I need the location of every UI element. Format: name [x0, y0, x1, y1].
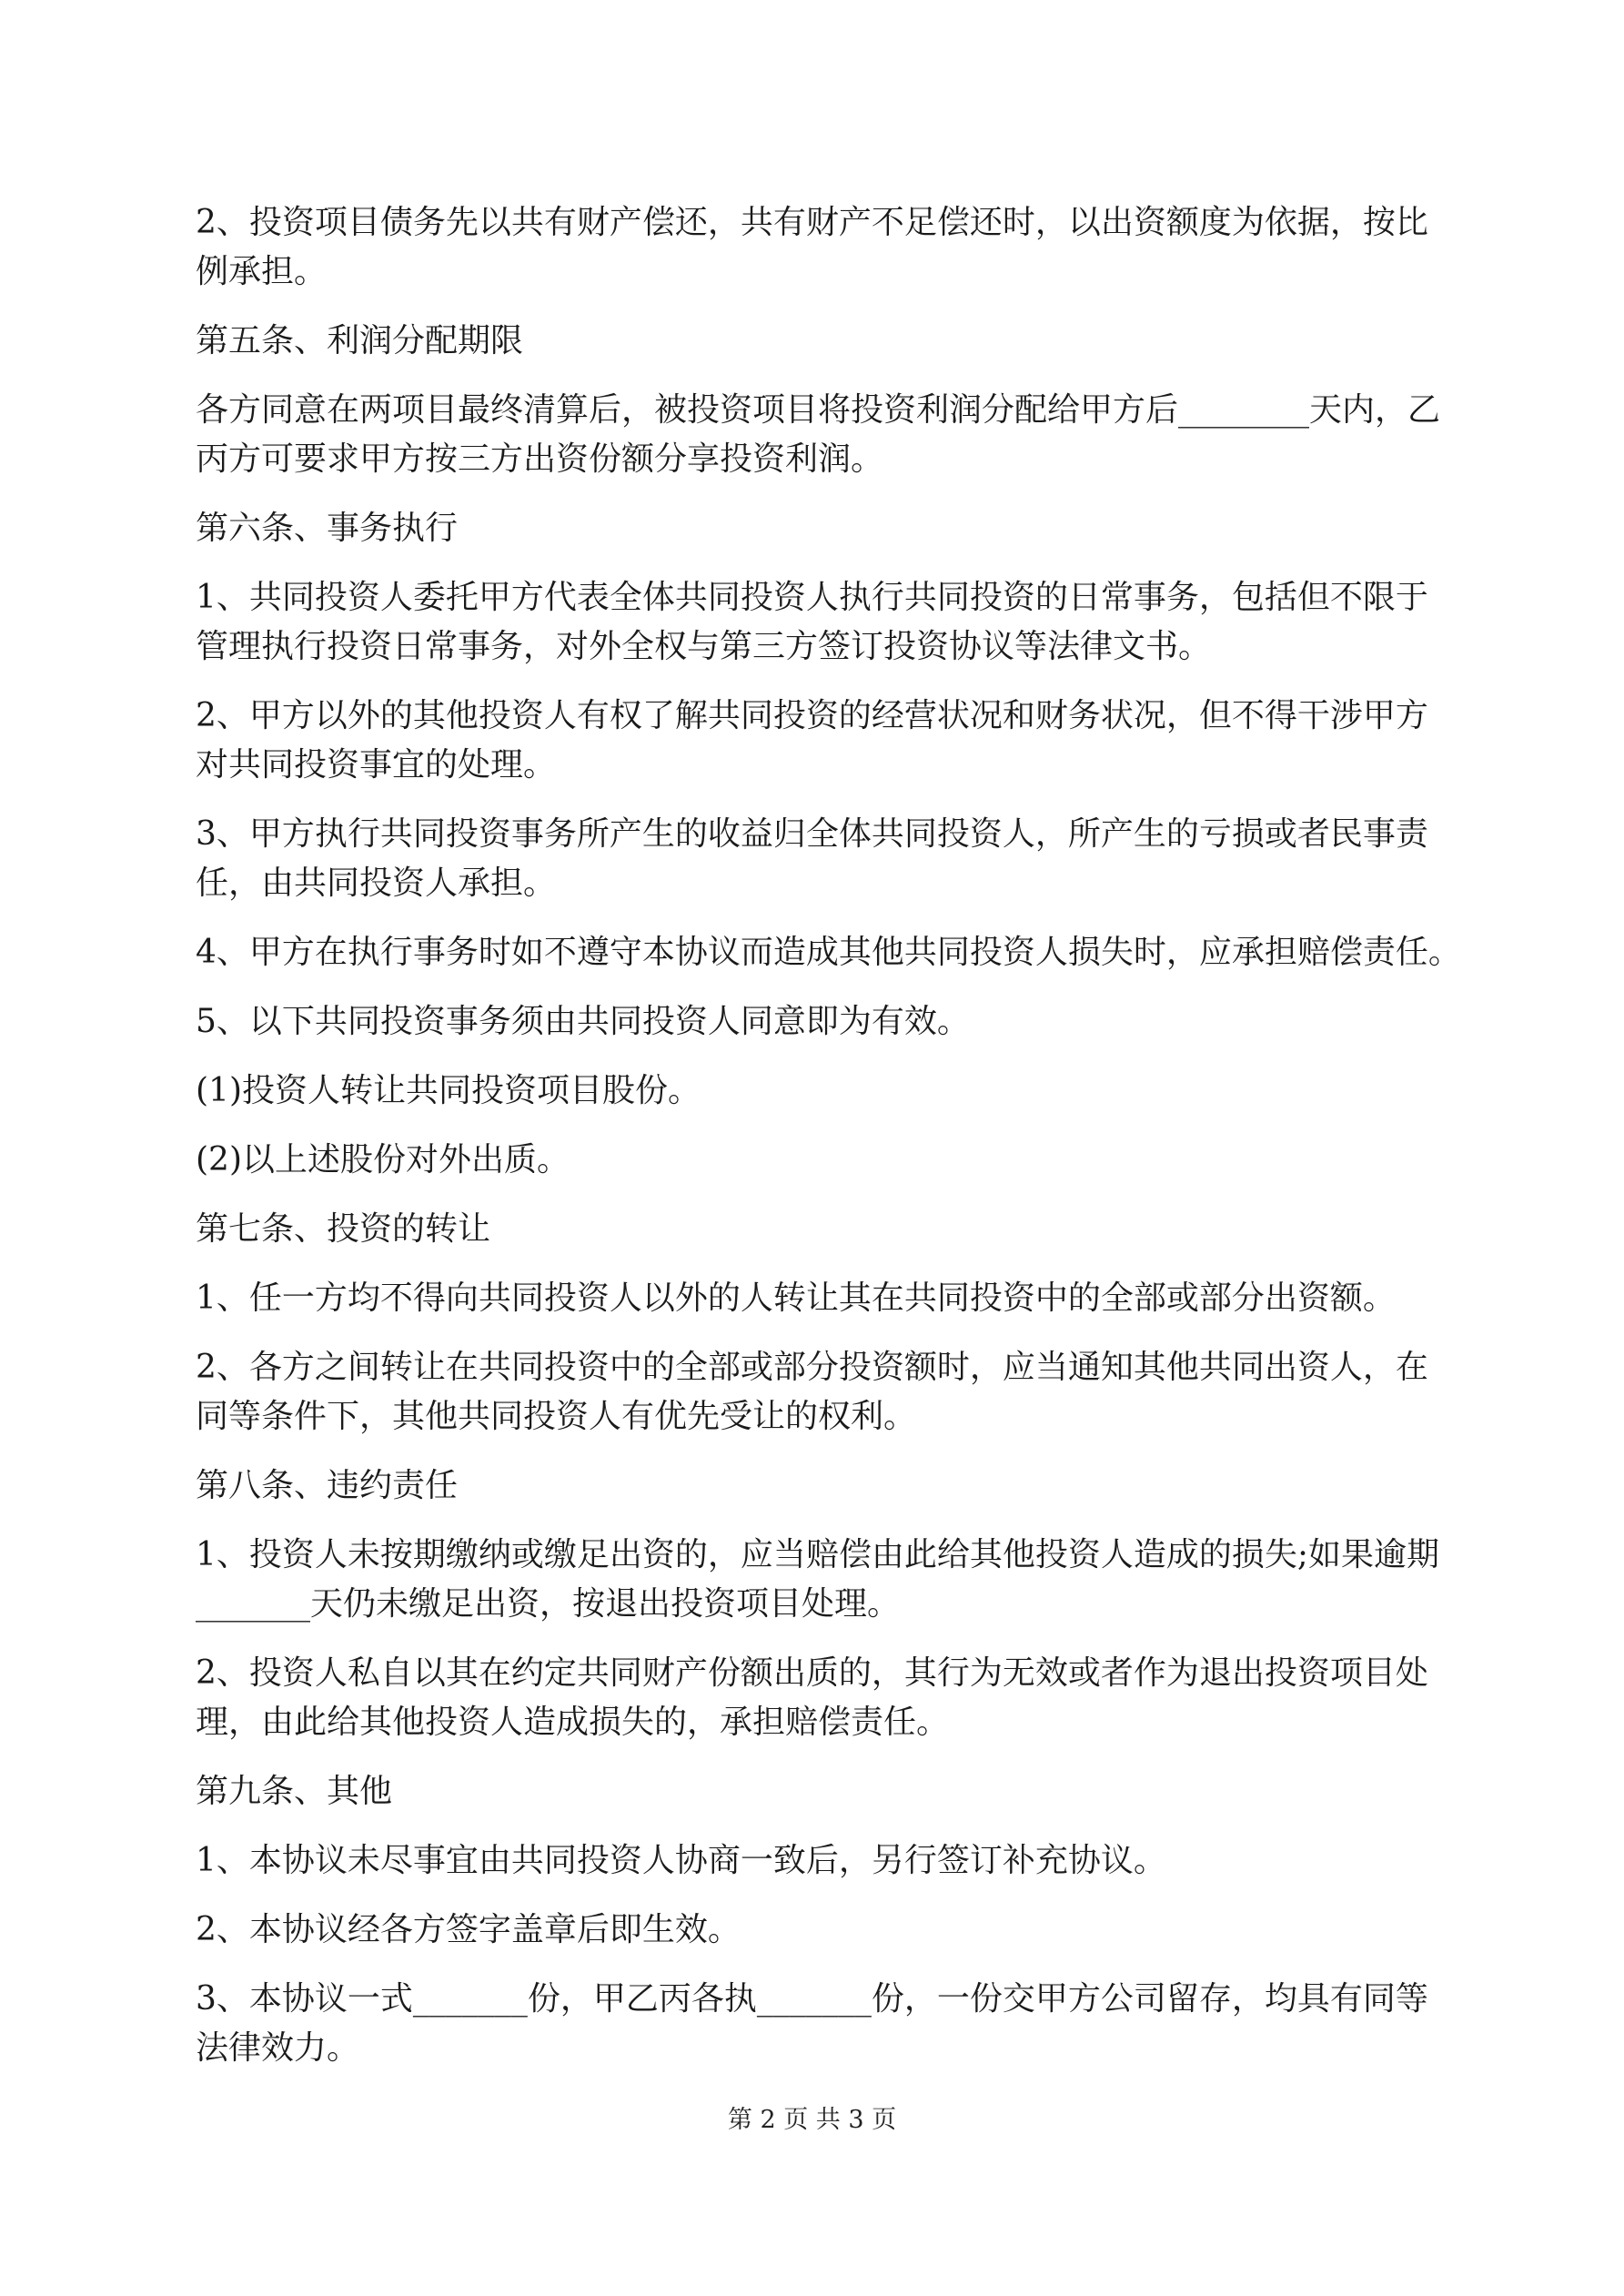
text-line: 4、甲方在执行事务时如不遵守本协议而造成其他共同投资人损失时，应承担赔偿责任。	[196, 934, 1461, 971]
text-line: 例承担。	[196, 253, 328, 290]
paragraph	[196, 198, 1439, 297]
text-line: 2、投资项目债务先以共有财产偿还，共有财产不足偿还时，以出资额度为依据，按比	[196, 204, 1428, 241]
text-line: 法律效力。	[196, 2029, 360, 2067]
paragraph	[196, 1649, 1439, 1747]
paragraph	[196, 810, 1439, 908]
text-line: (2)以上述股份对外出质。	[196, 1141, 570, 1178]
text-line: (1)投资人转让共同投资项目股份。	[196, 1072, 701, 1109]
text-line: 1、投资人未按期缴纳或缴足出资的，应当赔偿由此给其他投资人造成的损失;如果逾期	[196, 1536, 1440, 1573]
paragraph	[196, 928, 1461, 977]
document-body	[196, 198, 1461, 2093]
paragraph	[196, 1343, 1439, 1441]
text-line: 5、以下共同投资事务须由共同投资人同意即为有效。	[196, 1003, 970, 1040]
text-line: 1、本协议未尽事宜由共同投资人协商一致后，另行签订补充协议。	[196, 1842, 1166, 1879]
text-line: 任，由共同投资人承担。	[196, 865, 557, 902]
section-heading	[196, 1767, 1439, 1816]
text-line: 3、甲方执行共同投资事务所产生的收益归全体共同投资人，所产生的亏损或者民事责	[196, 815, 1428, 853]
text-line: 各方同意在两项目最终清算后，被投资项目将投资利润分配给甲方后________天内，乙	[196, 391, 1441, 429]
text-line: 第八条、违约责任	[196, 1467, 459, 1504]
section-heading	[196, 1462, 1439, 1511]
text-line: _______天仍未缴足出资，按退出投资项目处理。	[196, 1585, 901, 1623]
text-line: 第五条、利润分配期限	[196, 322, 524, 359]
text-line: 第九条、其他	[196, 1773, 393, 1810]
paragraph	[196, 1836, 1439, 1886]
section-heading	[196, 1205, 1439, 1254]
page-number-footer: 第 2 页 共 3 页	[727, 2106, 897, 2134]
section-heading	[196, 504, 1439, 553]
section-heading	[196, 317, 1439, 366]
paragraph	[196, 997, 1439, 1047]
text-line: 第七条、投资的转让	[196, 1210, 491, 1248]
paragraph	[196, 573, 1439, 672]
text-line: 3、本协议一式_______份，甲乙丙各执_______份，一份交甲方公司留存，均具有同等	[196, 1980, 1428, 2018]
text-line: 2、各方之间转让在共同投资中的全部或部分投资额时，应当通知其他共同出资人，在	[196, 1349, 1428, 1386]
paragraph	[196, 386, 1439, 484]
text-line: 2、甲方以外的其他投资人有权了解共同投资的经营状况和财务状况，但不得干涉甲方	[196, 697, 1428, 734]
text-line: 2、本协议经各方签字盖章后即生效。	[196, 1911, 741, 1948]
text-line: 1、共同投资人委托甲方代表全体共同投资人执行共同投资的日常事务，包括但不限于	[196, 579, 1428, 616]
paragraph	[196, 1906, 1439, 1955]
paragraph	[196, 1531, 1439, 1629]
text-line: 丙方可要求甲方按三方出资份额分享投资利润。	[196, 440, 884, 478]
text-line: 管理执行投资日常事务，对外全权与第三方签订投资协议等法律文书。	[196, 628, 1212, 665]
paragraph	[196, 1975, 1439, 2073]
paragraph	[196, 1136, 1439, 1185]
text-line: 2、投资人私自以其在约定共同财产份额出质的，其行为无效或者作为退出投资项目处	[196, 1654, 1428, 1692]
paragraph	[196, 692, 1439, 790]
text-line: 1、任一方均不得向共同投资人以外的人转让其在共同投资中的全部或部分出资额。	[196, 1279, 1396, 1317]
text-line: 对共同投资事宜的处理。	[196, 746, 557, 784]
paragraph	[196, 1067, 1439, 1116]
text-line: 第六条、事务执行	[196, 510, 459, 547]
paragraph	[196, 1274, 1439, 1323]
text-line: 理，由此给其他投资人造成损失的，承担赔偿责任。	[196, 1704, 950, 1741]
text-line: 同等条件下，其他共同投资人有优先受让的权利。	[196, 1398, 917, 1435]
